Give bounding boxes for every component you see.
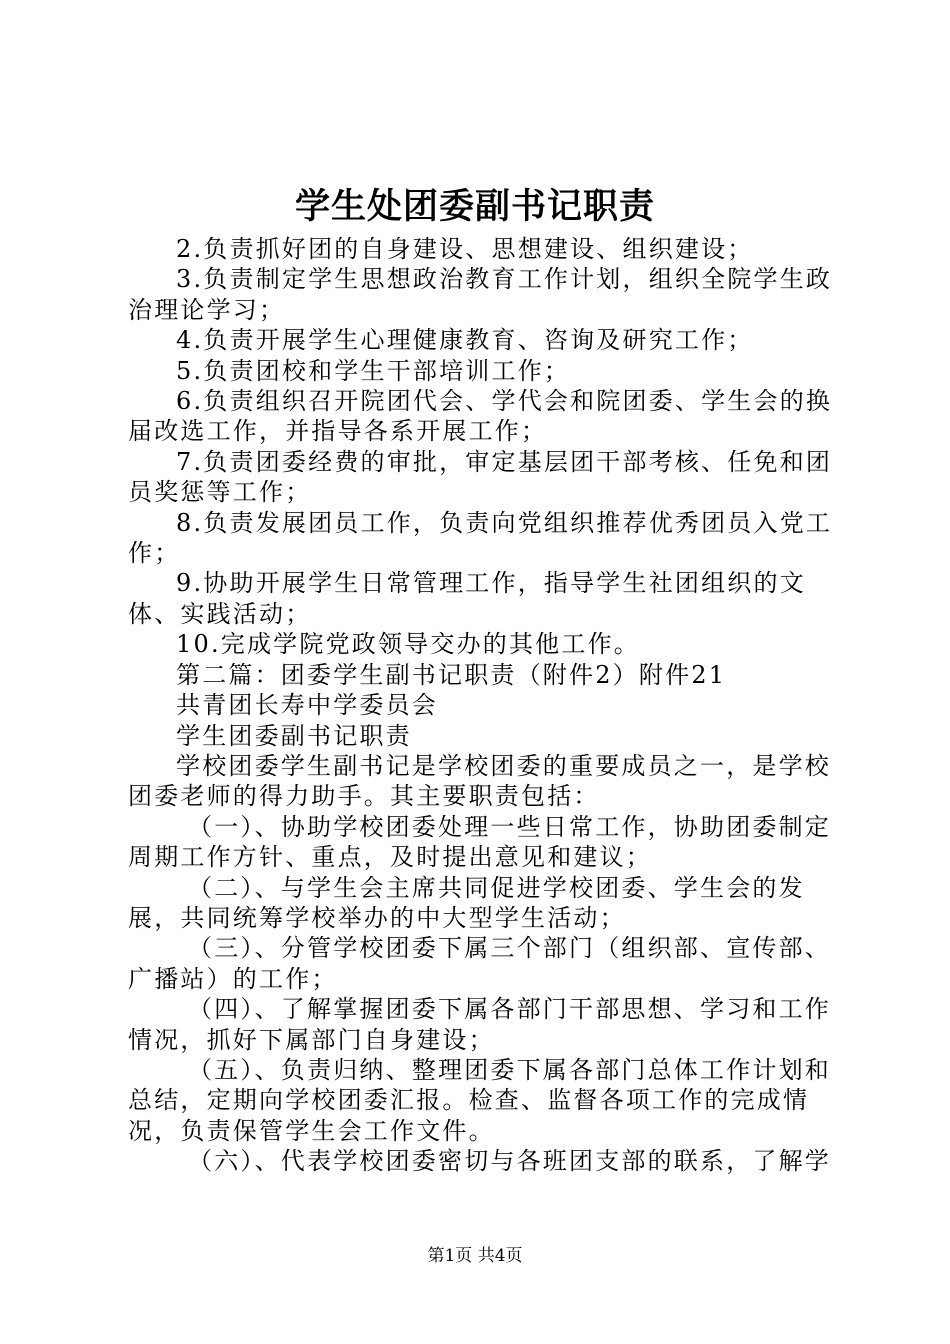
paragraph: 学校团委学生副书记是学校团委的重要成员之一，是学校团委老师的得力助手。其主要职责包括： — [128, 751, 831, 811]
section-heading: 第二篇：团委学生副书记职责（附件2）附件21 — [176, 660, 727, 689]
paragraph: 9.协助开展学生日常管理工作，指导学生社团组织的文体、实践活动； — [128, 569, 806, 628]
page-number-footer: 第1页 共4页 — [427, 1246, 523, 1266]
paragraph: （五）、负责归纳、整理团委下属各部门总体工作计划和总结，定期向学校团委汇报。检查、监督各项工作的完成情况，负责保管学生会工作文件。 — [128, 1055, 831, 1145]
paragraph: 8.负责发展团员工作，负责向党组织推荐优秀团员入党工作； — [128, 508, 833, 568]
paragraph: 3.负责制定学生思想政治教育工作计划，组织全院学生政治理论学习； — [128, 265, 833, 324]
paragraph: 6.负责组织召开院团代会、学代会和院团委、学生会的换届改选工作，并指导各系开展工作； — [128, 387, 833, 446]
paragraph: （三）、分管学校团委下属三个部门（组织部、宣传部、广播站）的工作； — [128, 934, 831, 993]
paragraph: （六）、代表学校团委密切与各班团支部的联系，了解学 — [188, 1147, 831, 1176]
paragraph: 4.负责开展学生心理健康教育、咨询及研究工作； — [176, 326, 754, 355]
paragraph: （二）、与学生会主席共同促进学校团委、学生会的发展，共同统筹学校举办的中大型学生活动； — [128, 873, 805, 932]
paragraph: 2.负责抓好团的自身建设、思想建设、组织建设； — [176, 235, 754, 263]
paragraph: 5.负责团校和学生干部培训工作； — [176, 356, 571, 385]
document-title: 学生处团委副书记职责 — [294, 186, 655, 227]
organization-name: 共青团长寿中学委员会 — [176, 691, 438, 720]
subtitle: 学生团委副书记职责 — [176, 721, 412, 750]
paragraph: （四）、了解掌握团委下属各部门干部思想、学习和工作情况，抓好下属部门自身建设； — [128, 995, 831, 1054]
document-body — [128, 234, 840, 1177]
paragraph: 7.负责团委经费的审批，审定基层团干部考核、任免和团员奖惩等工作； — [128, 447, 833, 507]
paragraph: （一）、协助学校团委处理一些日常工作，协助团委制定周期工作方针、重点，及时提出意见和建议； — [128, 812, 831, 872]
paragraph: 10.完成学院党政领导交办的其他工作。 — [176, 630, 640, 659]
